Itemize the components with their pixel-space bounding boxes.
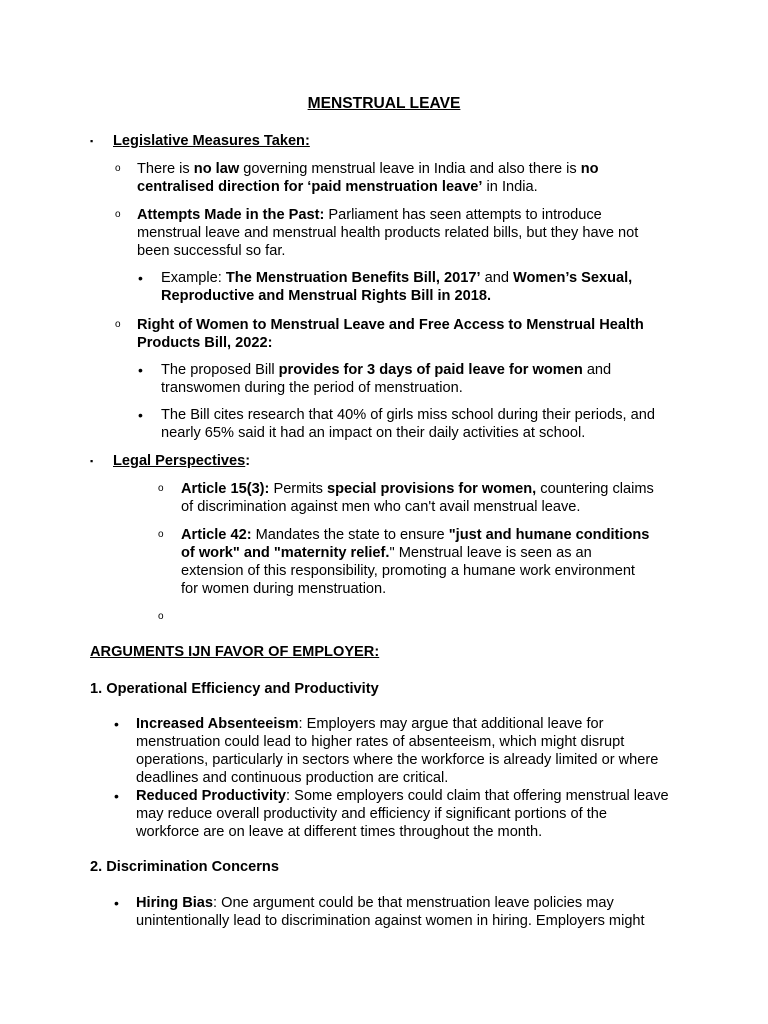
dot-bullet-icon: • — [114, 788, 119, 804]
page-title: MENSTRUAL LEAVE — [307, 95, 461, 112]
dot-bullet-icon: • — [138, 362, 143, 378]
circle-bullet-icon: o — [115, 163, 121, 174]
legislative-item-attempts: Attempts Made in the Past: Parliament has seen attempts to introduce menstrual leave and menstrual health products related bills, but they have not been successful so far. — [137, 207, 639, 259]
section-heading-legislative: Legislative Measures Taken: — [113, 133, 310, 149]
subsection-heading-operational: 1. Operational Efficiency and Productivity — [90, 681, 379, 697]
circle-bullet-icon: o — [158, 529, 164, 540]
section-heading-legal: Legal Perspectives: — [113, 453, 251, 469]
dot-bullet-icon: • — [114, 716, 119, 732]
square-bullet-icon: ▪ — [90, 456, 94, 466]
legislative-item-bill-2022: Right of Women to Menstrual Leave and Free Access to Menstrual Health Products Bill, 2022: — [137, 317, 644, 351]
bill-2022-provision: The proposed Bill provides for 3 days of paid leave for women and transwomen during the period of menstruation. — [161, 362, 612, 396]
dot-bullet-icon: • — [114, 895, 119, 911]
section-heading-arguments: ARGUMENTS IJN FAVOR OF EMPLOYER: — [90, 644, 380, 660]
square-bullet-icon: ▪ — [90, 136, 94, 146]
circle-bullet-icon: o — [115, 319, 121, 330]
circle-bullet-icon: o — [158, 611, 164, 622]
legal-item-article-42: Article 42: Mandates the state to ensure "just and humane conditions of work" and "maternity relief." Menstrual leave is seen as an extension of this responsibility, promoting a humane work environment for women during menstruation. — [181, 527, 650, 597]
circle-bullet-icon: o — [158, 483, 164, 494]
subsection-heading-discrimination: 2. Discrimination Concerns — [90, 859, 279, 875]
legislative-item-no-law: There is no law governing menstrual leave in India and also there is no centralised direction for ‘paid menstruation leave’ in India. — [137, 161, 599, 195]
bill-2022-research: The Bill cites research that 40% of girls miss school during their periods, and nearly 65% said it had an impact on their daily activities at school. — [161, 407, 655, 441]
argument-hiring-bias: Hiring Bias: One argument could be that menstruation leave policies may unintentionally lead to discrimination against women in hiring. Employers might — [136, 895, 645, 929]
argument-increased-absenteeism: Increased Absenteeism: Employers may argue that additional leave for menstruation could lead to higher rates of absenteeism, which might disrupt operations, particularly in sectors where the workforce is already limited or where deadlines and continuous production are critical. — [136, 716, 659, 786]
legal-item-article-15: Article 15(3): Permits special provisions for women, countering claims of discrimination against men who can't avail menstrual leave. — [181, 481, 654, 515]
dot-bullet-icon: • — [138, 407, 143, 423]
legislative-example: Example: The Menstruation Benefits Bill, 2017’ and Women’s Sexual, Reproductive and Menstrual Rights Bill in 2018. — [161, 270, 633, 304]
argument-reduced-productivity: Reduced Productivity: Some employers could claim that offering menstrual leave may reduce overall productivity and efficiency if significant portions of the workforce are on leave at different times throughout the month. — [136, 788, 669, 840]
circle-bullet-icon: o — [115, 209, 121, 220]
dot-bullet-icon: • — [138, 270, 143, 286]
